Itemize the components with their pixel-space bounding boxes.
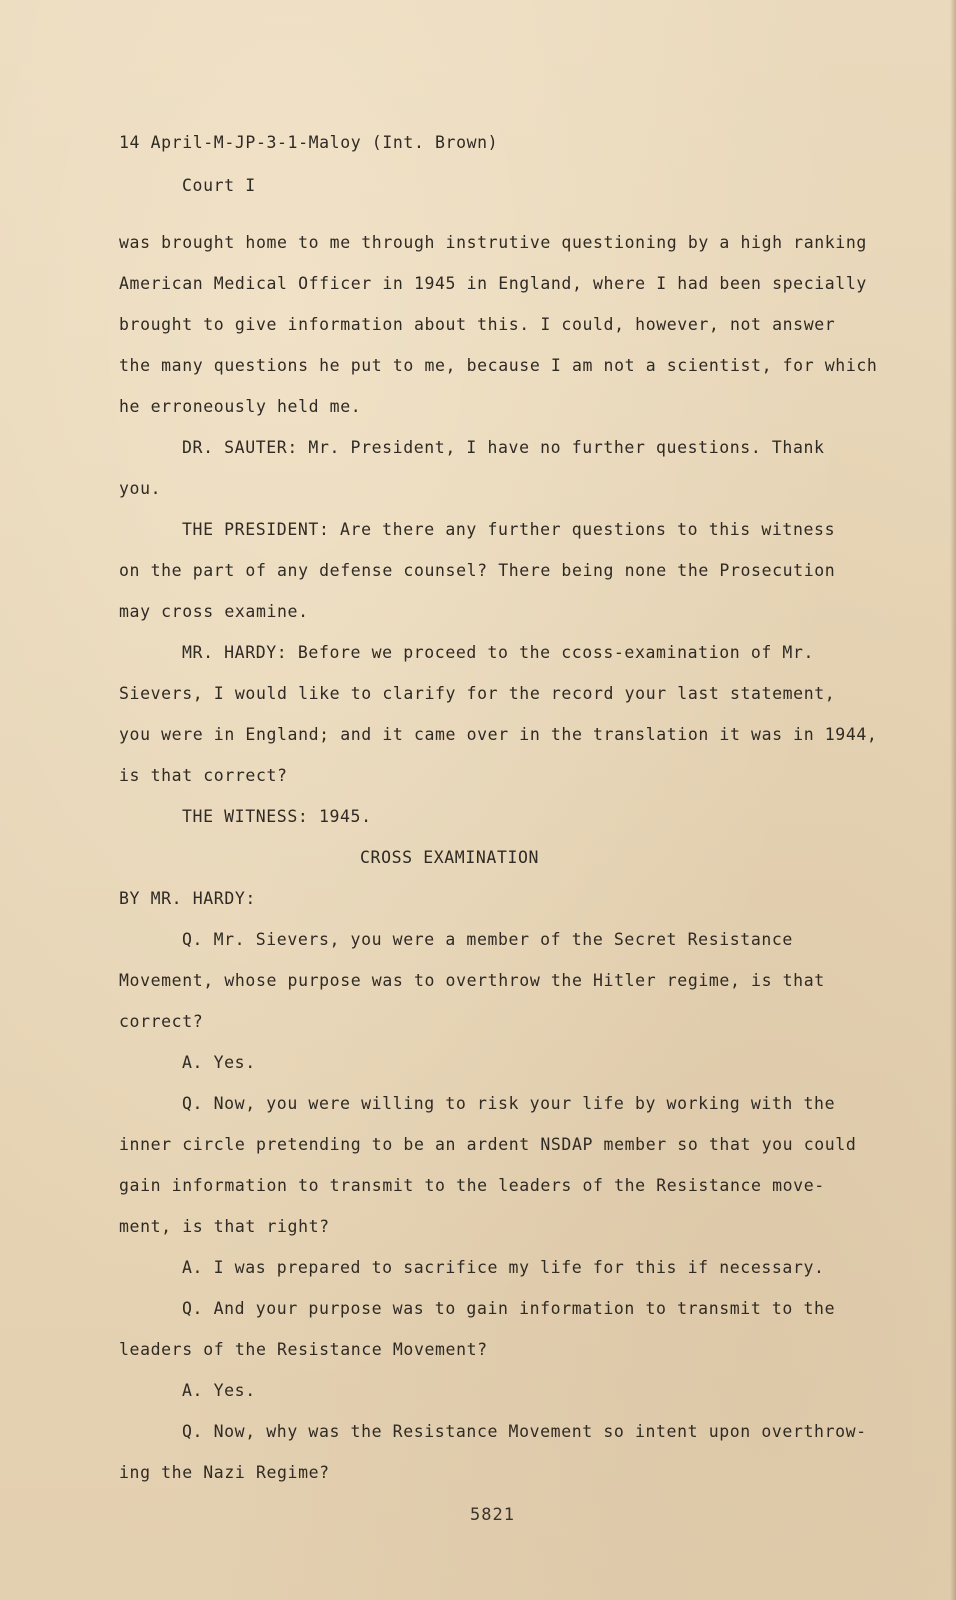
text-line: ing the Nazi Regime? xyxy=(119,1463,330,1482)
text-line: may cross examine. xyxy=(119,602,309,621)
text-line: he erroneously held me. xyxy=(119,397,362,416)
question-line: Q. Mr. Sievers, you were a member of the Secret Resistance xyxy=(182,930,793,949)
text-line: on the part of any defense counsel? There being none the Prosecution xyxy=(119,561,836,580)
text-line: Sievers, I would like to clarify for the record your last statement, xyxy=(119,684,836,703)
document-header-reference: 14 April-M-JP-3-1-Maloy (Int. Brown) xyxy=(119,133,499,152)
question-line: Q. And your purpose was to gain information to transmit to the xyxy=(182,1299,836,1318)
question-line: Q. Now, you were willing to risk your life by working with the xyxy=(182,1094,836,1113)
answer-line: A. Yes. xyxy=(182,1381,256,1400)
text-line: inner circle pretending to be an ardent NSDAP member so that you could xyxy=(119,1135,857,1154)
text-line: American Medical Officer in 1945 in England, where I had been specially xyxy=(119,274,867,293)
section-heading: CROSS EXAMINATION xyxy=(360,848,540,867)
page-edge-shadow xyxy=(950,0,956,1600)
text-line: ment, is that right? xyxy=(119,1217,330,1236)
question-line: Q. Now, why was the Resistance Movement so intent upon overthrow- xyxy=(182,1422,867,1441)
speaker-line: THE WITNESS: 1945. xyxy=(182,807,372,826)
text-line: was brought home to me through instrutive questioning by a high ranking xyxy=(119,233,867,252)
text-line: you. xyxy=(119,479,162,498)
speaker-line: MR. HARDY: Before we proceed to the ccoss-examination of Mr. xyxy=(182,643,815,662)
answer-line: A. I was prepared to sacrifice my life for this if necessary. xyxy=(182,1258,825,1277)
text-line: gain information to transmit to the leaders of the Resistance move- xyxy=(119,1176,825,1195)
answer-line: A. Yes. xyxy=(182,1053,256,1072)
text-line: you were in England; and it came over in the translation it was in 1944, xyxy=(119,725,878,744)
text-line: leaders of the Resistance Movement? xyxy=(119,1340,488,1359)
text-line: Movement, whose purpose was to overthrow the Hitler regime, is that xyxy=(119,971,825,990)
speaker-line: DR. SAUTER: Mr. President, I have no further questions. Thank xyxy=(182,438,825,457)
court-label: Court I xyxy=(182,176,256,195)
text-line: is that correct? xyxy=(119,766,288,785)
page-number: 5821 xyxy=(470,1505,515,1525)
examiner-line: BY MR. HARDY: xyxy=(119,889,256,908)
text-line: correct? xyxy=(119,1012,204,1031)
text-line: the many questions he put to me, because I am not a scientist, for which xyxy=(119,356,878,375)
text-line: brought to give information about this. I could, however, not answer xyxy=(119,315,836,334)
speaker-line: THE PRESIDENT: Are there any further questions to this witness xyxy=(182,520,836,539)
